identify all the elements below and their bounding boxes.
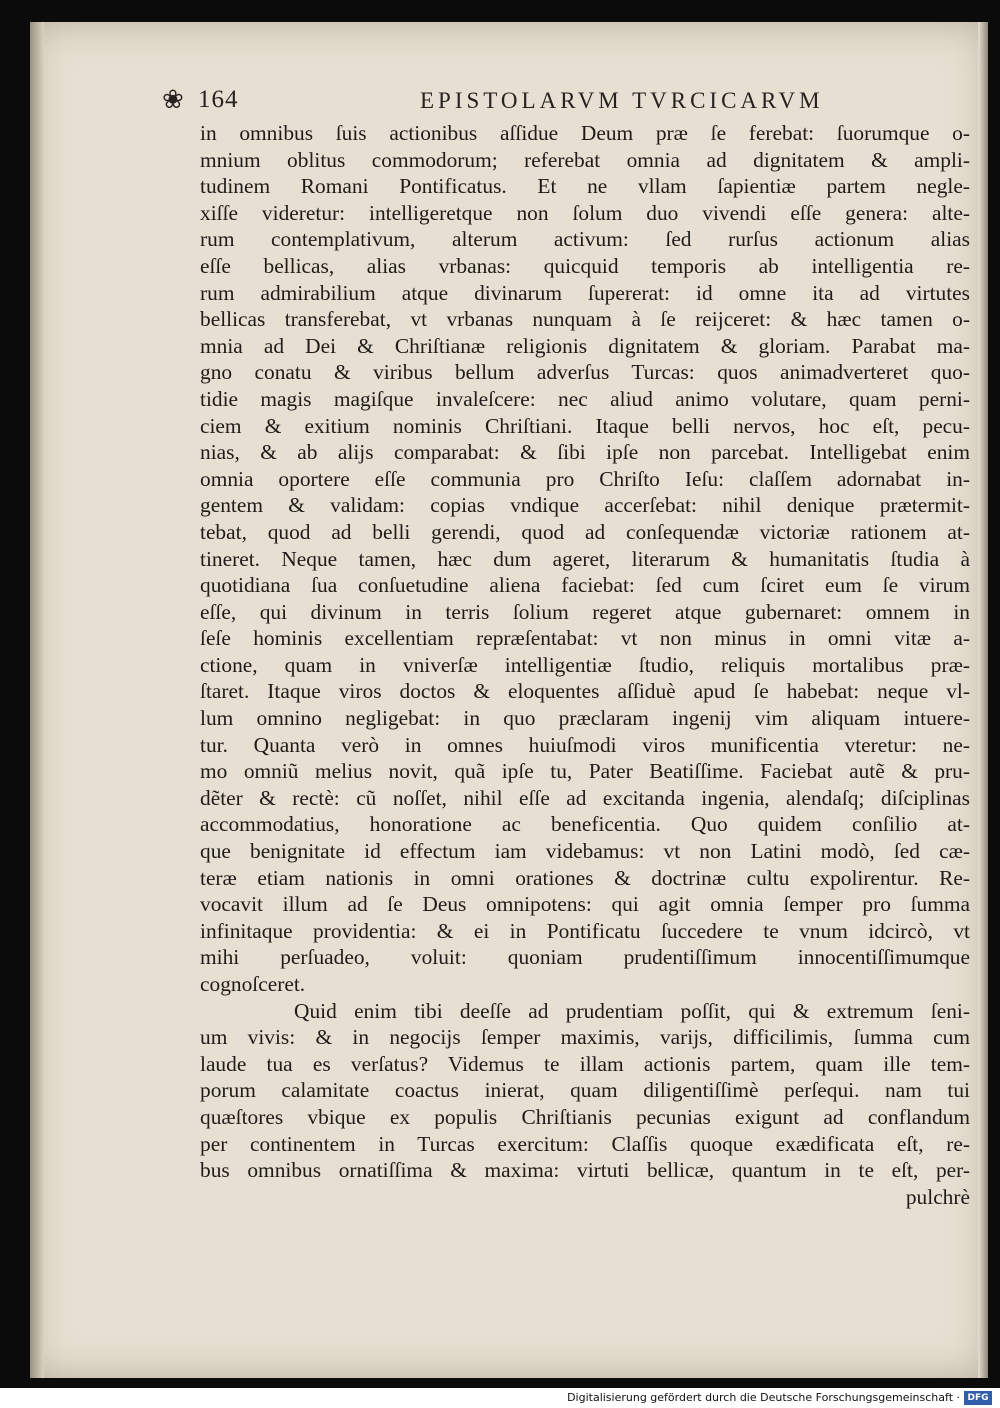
text-line: tineret. Neque tamen, hæc dum ageret, literarum & humanitatis ſtudia à: [200, 546, 970, 571]
flower-ornament-icon: ❀: [162, 85, 184, 114]
page-header: [162, 84, 962, 118]
text-line: ſtaret. Itaque viros doctos & eloquentes aſſiduè apud ſe habebat: neque vl-: [200, 679, 970, 704]
text-line: porum calamitate coactus inierat, quam diligentiſſimè perſequi. nam tui: [200, 1078, 970, 1103]
text-line: gentem & validam: copias vndique accerſebat: nihil denique prætermit-: [200, 493, 970, 518]
text-line: bellicas transferebat, vt vrbanas nunquam à ſe reijceret: & hæc tamen o-: [200, 307, 970, 332]
text-line: laude tua es verſatus? Videmus te illam actionis partem, quam ille tem-: [200, 1051, 970, 1076]
text-line: vocavit illum ad ſe Deus omnipotens: qui agit omnia ſemper pro ſumma: [200, 892, 970, 917]
text-line: ctione, quam in vniverſæ intelligentiæ ſtudio, reliquis mortalibus præ-: [200, 652, 970, 677]
text-line: gno conatu & viribus bellum adverſus Turcas: quos animadverteret quo-: [200, 360, 970, 385]
page-body-text: [200, 120, 970, 1210]
text-line: tidie magis magiſque invaleſcere: nec aliud animo volutare, quam perni-: [200, 386, 970, 411]
text-line: dẽter & rectè: cũ noſſet, nihil eſſe ad excitanda ingenia, alendaſq; diſciplinas: [200, 785, 970, 810]
text-line: in omnibus ſuis actionibus aſſidue Deum præ ſe ferebat: ſuorumque o-: [200, 121, 970, 145]
text-line: quotidiana ſua conſuetudine aliena faciebat: ſed cum ſciret eum ſe virum: [200, 573, 970, 598]
text-line: ciem & exitium nominis Chriſtiani. Itaque belli nervos, hoc eſt, pecu-: [200, 413, 970, 438]
funding-notice: Digitalisierung gefördert durch die Deutsche Forschungsgemeinschaft ·: [567, 1391, 960, 1404]
catchword: pulchrè: [905, 1184, 970, 1209]
page-edge-shadow: [978, 22, 988, 1378]
text-line: mo omniũ melius novit, quã ipſe tu, Pater Beatiſſime. Faciebat autẽ & pru-: [200, 759, 970, 784]
text-line: mihi perſuadeo, voluit: quoniam prudentiſſimum innocentiſſimumque: [200, 945, 970, 970]
text-line: nias, & ab alijs comparabat: & ſibi ipſe non parcebat. Intelligebat enim: [200, 440, 970, 465]
dfg-logo: DFG: [964, 1391, 992, 1405]
text-line: teræ etiam nationis in omni orationes & doctrinæ cultu expolirentur. Re-: [200, 865, 970, 890]
text-line: rum contemplativum, alterum activum: ſed rurſus actionum alias: [200, 227, 970, 252]
text-line: um vivis: & in negocijs ſemper maximis, varijs, difficilimis, ſumma cum: [200, 1025, 970, 1050]
text-line: tebat, quod ad belli gerendi, quod ad conſequendæ victoriæ rationem at-: [200, 519, 970, 544]
page-gutter-shadow: [30, 22, 44, 1378]
text-line: ſeſe hominis excellentiam repræſentabat: vt non minus in omni vitæ a-: [200, 626, 970, 651]
text-line: omnia oportere eſſe communia pro Chriſto Ieſu: claſſem adornabat in-: [200, 466, 970, 491]
text-line: tudinem Romani Pontificatus. Et ne vllam ſapientiæ partem negle-: [200, 174, 970, 199]
book-page: [30, 22, 988, 1378]
text-line: mnia ad Dei & Chriſtianæ religionis dignitatem & gloriam. Parabat ma-: [200, 333, 970, 358]
text-line: accommodatius, honoratione ac beneficentia. Quo quidem conſilio at-: [200, 812, 970, 837]
text-line: lum omnino negligebat: in quo præclaram ingenij vim aliquam intuere-: [200, 706, 970, 731]
paragraph-start-line: Quid enim tibi deeſſe ad prudentiam poſſit, qui & extremum ſeni-: [294, 998, 970, 1023]
text-line: tur. Quanta verò in omnes huiuſmodi viros munificentia vteretur: ne-: [200, 732, 970, 757]
text-line: bus omnibus ornatiſſima & maxima: virtuti bellicæ, quantum in te eſt, per-: [200, 1158, 970, 1183]
running-head: EPISTOLARVM TVRCICARVM: [420, 88, 824, 113]
text-line: per continentem in Turcas exercitum: Claſſis quoque exædificata eſt, re-: [200, 1131, 970, 1156]
text-line: infinitaque providentia: & ei in Pontificatu ſuccedere te vnum idcircò, vt: [200, 918, 970, 943]
text-line: rum admirabilium atque divinarum ſupererat: id omne ita ad virtutes: [200, 280, 970, 305]
text-line: mnium oblitus commodorum; referebat omnia ad dignitatem & ampli-: [200, 147, 970, 172]
text-line: quæſtores vbique ex populis Chriſtianis pecunias exigunt ad conflandum: [200, 1104, 970, 1129]
text-line: cognoſceret.: [200, 972, 306, 996]
text-line: xiſſe videretur: intelligeretque non ſolum duo vivendi eſſe genera: alte-: [200, 200, 970, 225]
digitization-footer: [0, 1388, 1000, 1408]
text-line: que benignitate id effectum iam videbamus: vt non Latini modò, ſed cæ-: [200, 839, 970, 864]
text-line: eſſe, qui divinum in terris ſolium regeret atque gubernaret: omnem in: [200, 599, 970, 624]
page-number: 164: [198, 86, 239, 113]
text-line: eſſe bellicas, alias vrbanas: quicquid temporis ab intelligentia re-: [200, 253, 970, 278]
